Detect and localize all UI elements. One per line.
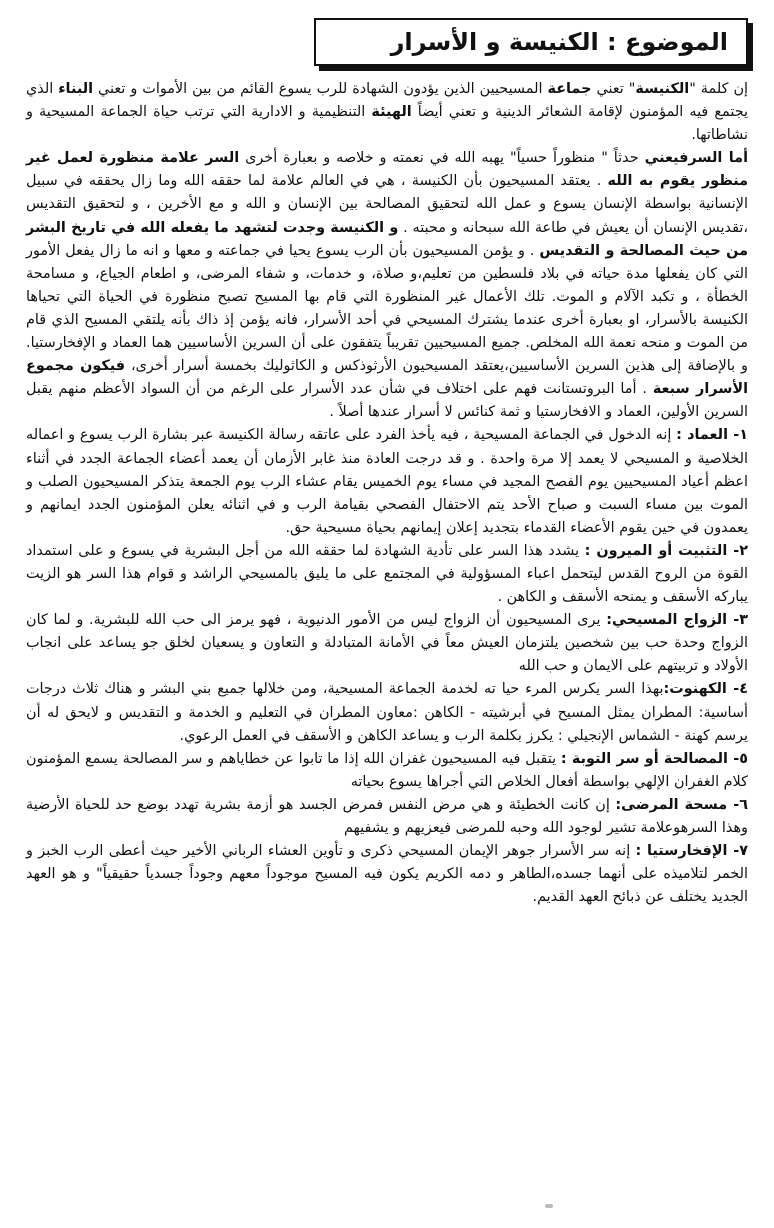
intro-text: التنظيمية و الادارية التي ترتب حياة الجماعة المسيحية و نشاطاتها.: [26, 104, 748, 144]
document-body: [26, 78, 748, 909]
item-text: إن كانت الخطيئة و هي مرض النفس فمرض الجسد هو أزمة بشرية تهدد بوضع حد للحياة الأرضية وهذا السرهوعلامة تشير لوجود الله وحبه للمرضى فيعزيهم و يشفيهم: [26, 796, 748, 836]
sacrament-bold: و الكنيسة وجدت لتشهد ما يفعله الله في تاريخ البشر من حيث المصالحة و التقديس: [26, 219, 748, 259]
intro-bold-term: البناء: [58, 81, 94, 97]
intro-paragraph: [26, 78, 748, 147]
item-text: يتقبل فيه المسيحيون غفران الله إذا ما تابوا عن خطاياهم و سر المصالحة يسمع المؤمنون كلام الغفران الإلهي بواسطة أفعال الخلاص التي أجراها يسوع بحياته: [26, 750, 748, 790]
sacrament-bold: السر علامة منظورة لعمل غير منظور يقوم به الله: [26, 150, 748, 190]
sacrament-text: . و يؤمن المسيحيون بأن الرب يسوع يحيا في جماعته و معها و انه ما زال يفعل الأمور التي كان يفعلها مدة حياته في بلاد فلسطين من تعليم،و صلاة، و خدمات، و شفاء المرضى، و اطعام الجياع، و مسامحة الخطأة ، و تكبد الآلام و الموت. تلك الأعمال غير المنظورة التي قام بها المسيح تصبح منظورة في الحياة التي تحياها الكنيسة بالأسرار، او بعبارة أخرى عندما يشترك المسيحي في أحد الأسرار، فانه يؤمن إذ ذاك بأنه يلتقي المسيح الذي قام من الموت و منحه نعمة الله المخلص. جميع المسيحيين تقريباً يتفقون على أن السرين الأساسيين هما العماد و الإفخارستيا. و بالإضافة إلى هذين السرين الأساسيين،يعتقد المسيحيون الأرثوذكس و الكاثوليك بخمسة أسرار أخرى،: [26, 242, 748, 375]
sacrament-item-penance: [26, 748, 748, 794]
item-label: ٦- مسحة المرضى:: [615, 796, 748, 813]
sacrament-item-baptism: [26, 424, 748, 539]
sacrament-bold: أما السرفيعني: [644, 150, 748, 167]
item-label: ١- العماد :: [676, 427, 748, 444]
item-text: يشدد هذا السر على تأدية الشهادة لما حققه الله من أجل البشرية في يسوع و على استمداد القوة من الروح القدس ليتحمل اعباء المسؤولية في المجتمع على ما يليق بالمسيحي الراشد و قوام هذا السر هو الزيت يباركه الأسقف و يمنحه الأسقف و الكاهن .: [26, 542, 748, 606]
sacrament-bold: فيكون مجموع الأسرار سبعة: [26, 358, 749, 398]
intro-bold-term: جماعة: [547, 81, 592, 97]
intro-text: الذي يجتمع فيه المؤمنون لإقامة الشعائر الدينية و تعني أيضاً: [26, 81, 748, 121]
sacrament-item-confirmation: [26, 540, 748, 609]
intro-text: المسيحيين الذين يؤدون الشهادة للرب يسوع القائم من بين الأموات و تعني: [93, 81, 548, 97]
item-label: ٣- الزواج المسيحي:: [606, 612, 748, 629]
item-label: ٧- الإفخارستيا :: [635, 843, 748, 860]
title-box: [314, 18, 748, 66]
sacrament-text: . يعتقد المسيحيون بأن الكنيسة ، هي في العالم علامة لما حققه الله وما زال يحققه في سبيل الإنسانية بواسطة الإنسان يسوع و عمل الله لتحقيق المصالحة بين الإنسان و الله و مع الأخرين ، و لتحقيق التقديس ،تقديس الإنسان أن يعيش في طاعة الله سبحانه و محبته .: [26, 173, 748, 236]
sacrament-item-eucharist: [26, 840, 748, 909]
page-title: الموضوع : الكنيسة و الأسرار: [390, 28, 728, 56]
intro-text: إن كلمة ": [689, 81, 749, 97]
item-label: ٤- الكهنوت:: [663, 681, 748, 698]
item-label: ٢- التثبيت أو الميرون :: [584, 542, 748, 559]
sacrament-text: حدثاً " منظوراً حسياً" يهبه الله في نعمته و خلاصه و بعبارة أخرى: [239, 150, 645, 167]
sacrament-item-priesthood: [26, 678, 748, 747]
item-text: إنه سر الأسرار جوهر الإيمان المسيحي ذكرى و تأوين العشاء الرباني الأخير حيث أعطى الرب الخبز و الخمر لتلاميذه على أنهما جسده،الطاهر و دمه الكريم يكون فيه المسيح موجوداً معهم وجوداً جسدياً حقيقياً" و هو العهد الجديد يختلف عن ذبائح العهد القديم.: [26, 843, 748, 906]
intro-bold-term: الكنيسة: [635, 81, 690, 97]
item-text: يرى المسيحيون أن الزواج ليس من الأمور الدنيوية ، فهو يرمز الى حب الله للبشرية. و لما كان الزواج وحدة حب بين شخصين يلتزمان العيش معاً في الأمانة المتبادلة و التعاون و يسعيان لخلق جو يساعد على انجاب الأولاد و تربيتهم على الايمان و حب الله: [26, 612, 748, 675]
item-text: إنه الدخول في الجماعة المسيحية ، فيه يأخذ الفرد على عاتقه رسالة الكنيسة عبر بشارة الرب يسوع و اعماله الخلاصية و المسيحي لا يعمد إلا مرة واحدة . و قد درجت العادة منذ غابر الأزمان أن يعمد أعضاء الجماعة الجدد في أثناء اعظم أعياد المسيحيين يوم الفصح المجيد في مساء يوم الخميس يقام عشاء الرب يوم الجمعة يتذكر المسيحيون الصلب و الموت بين مساء السبت و صباح الأحد يتم الاحتفال الفصحي بقيامة الرب و في اثنائه يعلن المؤمنون الجدد ايمانهم و يعمدون في حين يقوم الأعضاء القدماء بتجديد إعلان إيمانهم بحياة مسيحية حق.: [26, 427, 748, 536]
scan-speck: [545, 1204, 553, 1208]
sacrament-paragraph: [26, 147, 748, 424]
sacrament-item-marriage: [26, 609, 748, 678]
sacrament-text: . أما البروتستانت فهم على اختلاف في شأن عدد الأسرار على الرغم من أن السواد الأعظم منهم يقبل السرين الأولين، العماد و الافخارستيا و ثمة كنائس لا أسرار عندها أصلاً .: [26, 381, 748, 421]
item-label: ٥- المصالحة أو سر التوبة :: [560, 750, 748, 767]
intro-bold-term: الهيئة: [371, 104, 412, 121]
item-text: بهذا السر يكرس المرء حيا ته لخدمة الجماعة المسيحية، ومن خلالها جميع بني البشر و هناك ثلاث درجات أساسية: المطران يمثل المسيح في أبرشيته - الكاهن :معاون المطران في التعليم و الخدمة و التقديس و لايحق له أن يرسم كهنة - الشماس الإنجيلي : يكرز بكلمة الرب و يساعد الكاهن و الأسقف في العمل الرعوي.: [26, 681, 748, 744]
intro-text: " تعني: [591, 81, 636, 97]
sacrament-item-anointing: [26, 794, 748, 840]
